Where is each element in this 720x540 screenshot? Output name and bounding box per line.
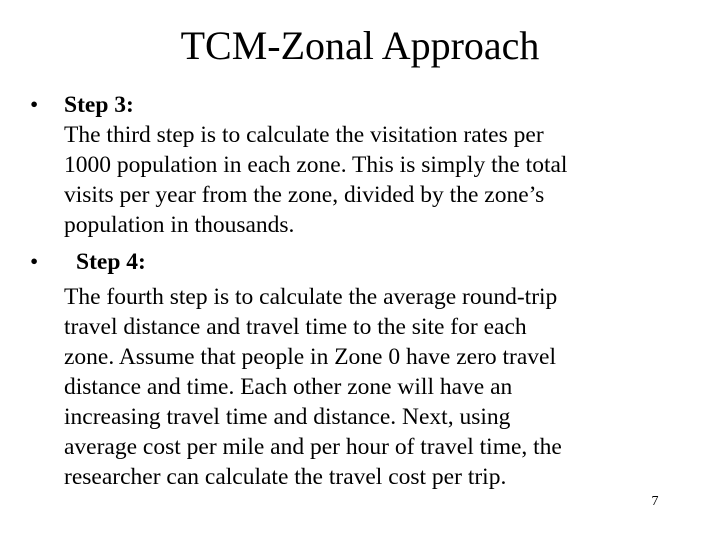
bullet-step-4-text [64,282,704,492]
slide-title: TCM-Zonal Approach [180,23,540,68]
bullet-step-4 [30,247,146,277]
text-line: 1000 population in each zone. This is simply the total [64,152,568,178]
text-line: visits per year from the zone, divided by the zone’s [64,182,545,208]
bullet-heading: Step 4: [76,249,146,275]
page-number: 7 [651,494,659,509]
text-line: population in thousands. [64,212,295,238]
text-line: travel distance and travel time to the site for each [64,314,527,340]
text-line: The third step is to calculate the visitation rates per [64,122,544,148]
text-line: average cost per mile and per hour of travel time, the [64,434,562,460]
text-line: distance and time. Each other zone will have an [64,374,513,400]
bullet-step-3-text [64,120,704,240]
bullet-marker: • [30,92,39,118]
text-line: zone. Assume that people in Zone 0 have zero travel [64,344,557,370]
text-line: increasing travel time and distance. Next, using [64,404,511,430]
bullet-step-3 [30,90,134,120]
bullet-marker: • [30,249,39,275]
text-line: The fourth step is to calculate the average round-trip [64,284,558,310]
bullet-heading: Step 3: [64,92,134,118]
text-line: researcher can calculate the travel cost per trip. [64,464,507,490]
